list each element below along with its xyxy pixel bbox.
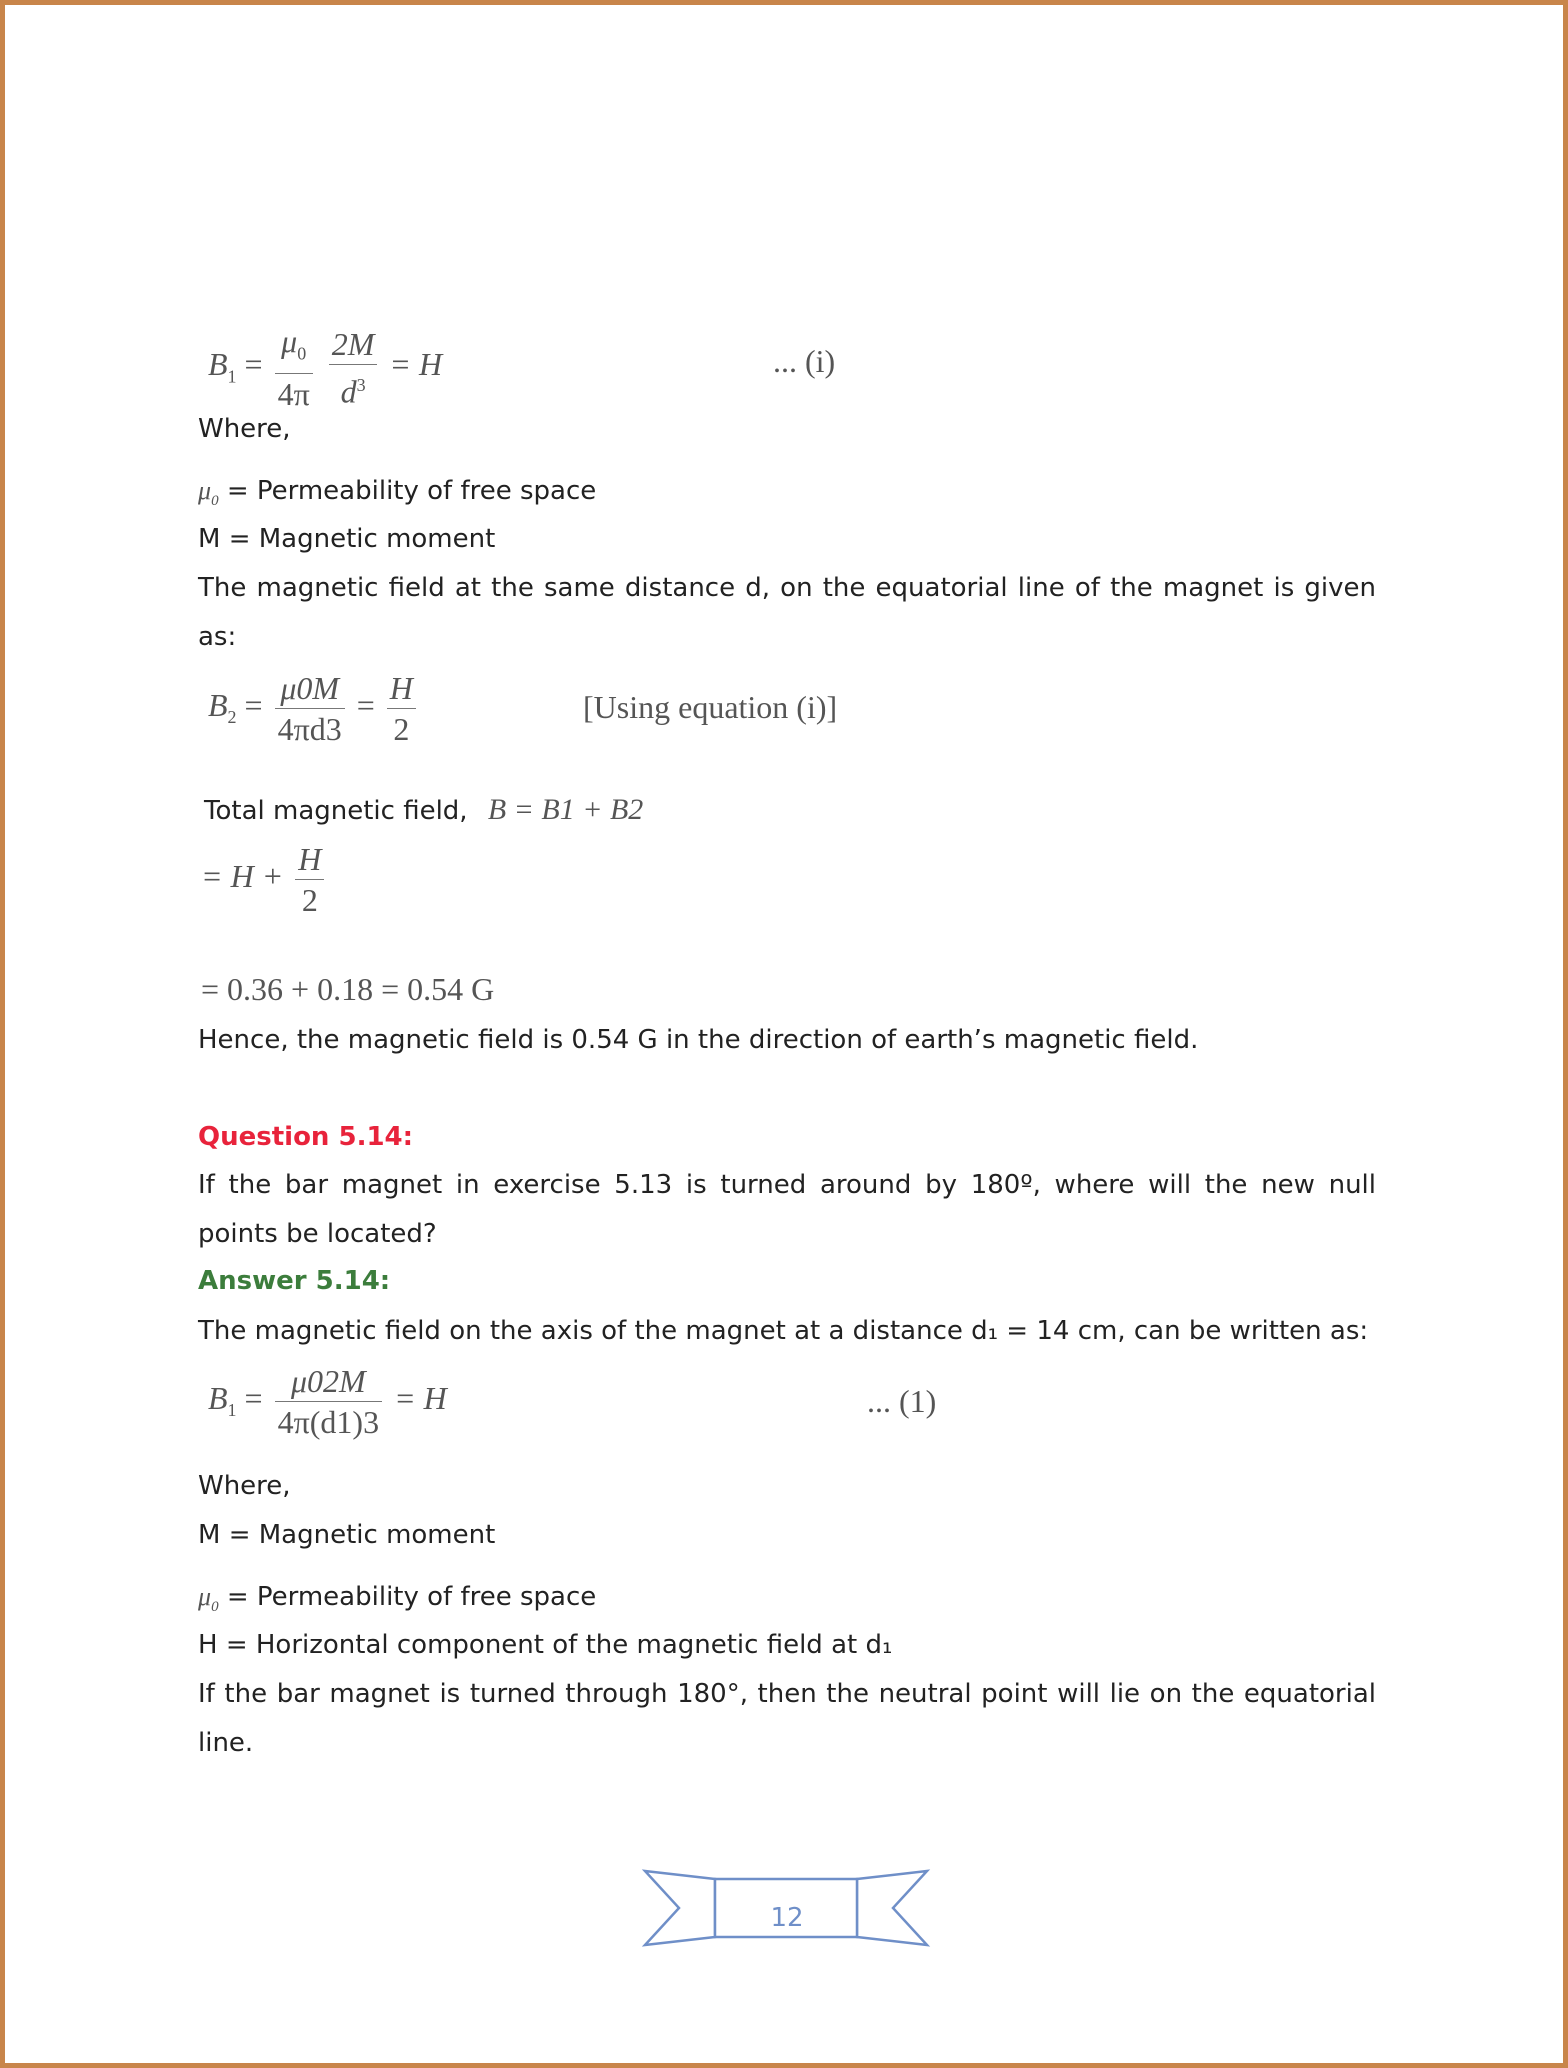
question-text-line-2: points be located? <box>198 1219 437 1249</box>
eq-denominator: 4πd3 <box>277 711 342 747</box>
eq-symbol: B <box>208 686 228 723</box>
answer-text-line-1: The magnetic field on the axis of the magnet at a distance d₁ = 14 cm, can be written as: <box>198 1316 1369 1346</box>
equation-h-plus-half <box>201 841 328 918</box>
where-label: Where, <box>198 1471 291 1501</box>
question-title: Question 5.14: <box>198 1122 414 1152</box>
equation-b2-equatorial: $B_2$ = $\frac{\mu 0M}{4\pi d3}$ = $\frac{H}{2}$ <box>208 670 420 747</box>
paragraph-equatorial: The magnetic field at the same distance d, on the equatorial line of the magnet is given <box>198 573 1376 603</box>
eq-subscript: 0 <box>297 343 307 364</box>
equation-b1-axial: $B_1$ = $\frac{\mu_0}{4\pi}$ $\frac{2M}{d^3}$ = H <box>208 323 443 413</box>
paragraph-turned-line-1: If the bar magnet is turned through 180°, then the neutral point will lie on the equatorial <box>198 1679 1376 1709</box>
eq-symbol: B <box>208 1379 228 1416</box>
definition-magnetic-moment: M = Magnetic moment <box>198 1520 496 1550</box>
eq-superscript: 3 <box>356 374 366 395</box>
eq-rhs: = H <box>394 1379 447 1416</box>
paragraph-turned-line-2: line. <box>198 1728 254 1758</box>
eq-denominator: d <box>340 373 357 410</box>
fraction-h-over-2 <box>387 670 416 747</box>
eq-numerator: H <box>387 670 416 709</box>
equation-reference-1: ... (1) <box>867 1383 937 1419</box>
mu-zero-symbol: $\mu_0$ <box>198 1582 219 1616</box>
eq-rhs: = H <box>389 346 443 383</box>
eq-numerator: μ02M <box>275 1363 382 1402</box>
total-field-label: Total magnetic field, <box>204 796 468 826</box>
definition-horizontal-component: H = Horizontal component of the magnetic field at d₁ <box>198 1630 893 1660</box>
mu-zero-symbol: $\mu_0$ <box>198 476 219 510</box>
using-equation-note: [Using equation (i)] <box>583 689 838 725</box>
where-label: Where, <box>198 414 291 444</box>
eq-denominator: 4π <box>277 376 310 413</box>
question-text-line-1: If the bar magnet in exercise 5.13 is turned around by 180º, where will the new null <box>198 1170 1376 1200</box>
equation-numeric-result: = 0.36 + 0.18 = 0.54 G <box>201 971 495 1007</box>
eq-numerator: H <box>295 841 324 880</box>
eq-numerator: μ0M <box>275 670 345 709</box>
definition-text: = Permeability of free space <box>226 476 597 506</box>
answer-title: Answer 5.14: <box>198 1266 391 1296</box>
eq-subscript: 1 <box>227 1400 237 1421</box>
total-field-line <box>204 794 643 827</box>
total-field-expression: B = B1 + B2 <box>487 793 644 826</box>
eq-denominator: 2 <box>393 711 410 747</box>
eq-subscript: 1 <box>227 366 237 387</box>
eq-subscript: 2 <box>227 707 237 728</box>
definition-mu0 <box>198 475 596 517</box>
equation-reference-i: ... (i) <box>773 343 836 379</box>
definition-text: = Permeability of free space <box>226 1582 597 1612</box>
eq-prefix: = H + <box>201 857 284 894</box>
equation-b1-second: $B_1$ = $\frac{\mu 02M}{4\pi(d1)3}$ = H <box>208 1363 447 1440</box>
fraction-mu-over-4pi <box>275 323 313 412</box>
definition-mu0 <box>198 1581 596 1623</box>
fraction-mu0m-over-4pid3 <box>275 670 345 747</box>
eq-symbol: B <box>208 346 228 383</box>
paragraph-equatorial-cont: as: <box>198 622 237 652</box>
fraction-mu02m-over-4pid13 <box>275 1363 382 1440</box>
eq-mu: μ <box>281 323 298 359</box>
eq-denominator: 4π(d1)3 <box>277 1404 380 1440</box>
hence-conclusion: Hence, the magnetic field is 0.54 G in the direction of earth’s magnetic field. <box>198 1025 1199 1055</box>
eq-numerator: 2M <box>329 326 378 365</box>
fraction-h-over-2 <box>295 841 324 918</box>
definition-magnetic-moment: M = Magnetic moment <box>198 524 496 554</box>
page-number: 12 <box>770 1903 804 1933</box>
eq-denominator: 2 <box>301 882 318 918</box>
fraction-2m-over-d3 <box>329 326 378 410</box>
